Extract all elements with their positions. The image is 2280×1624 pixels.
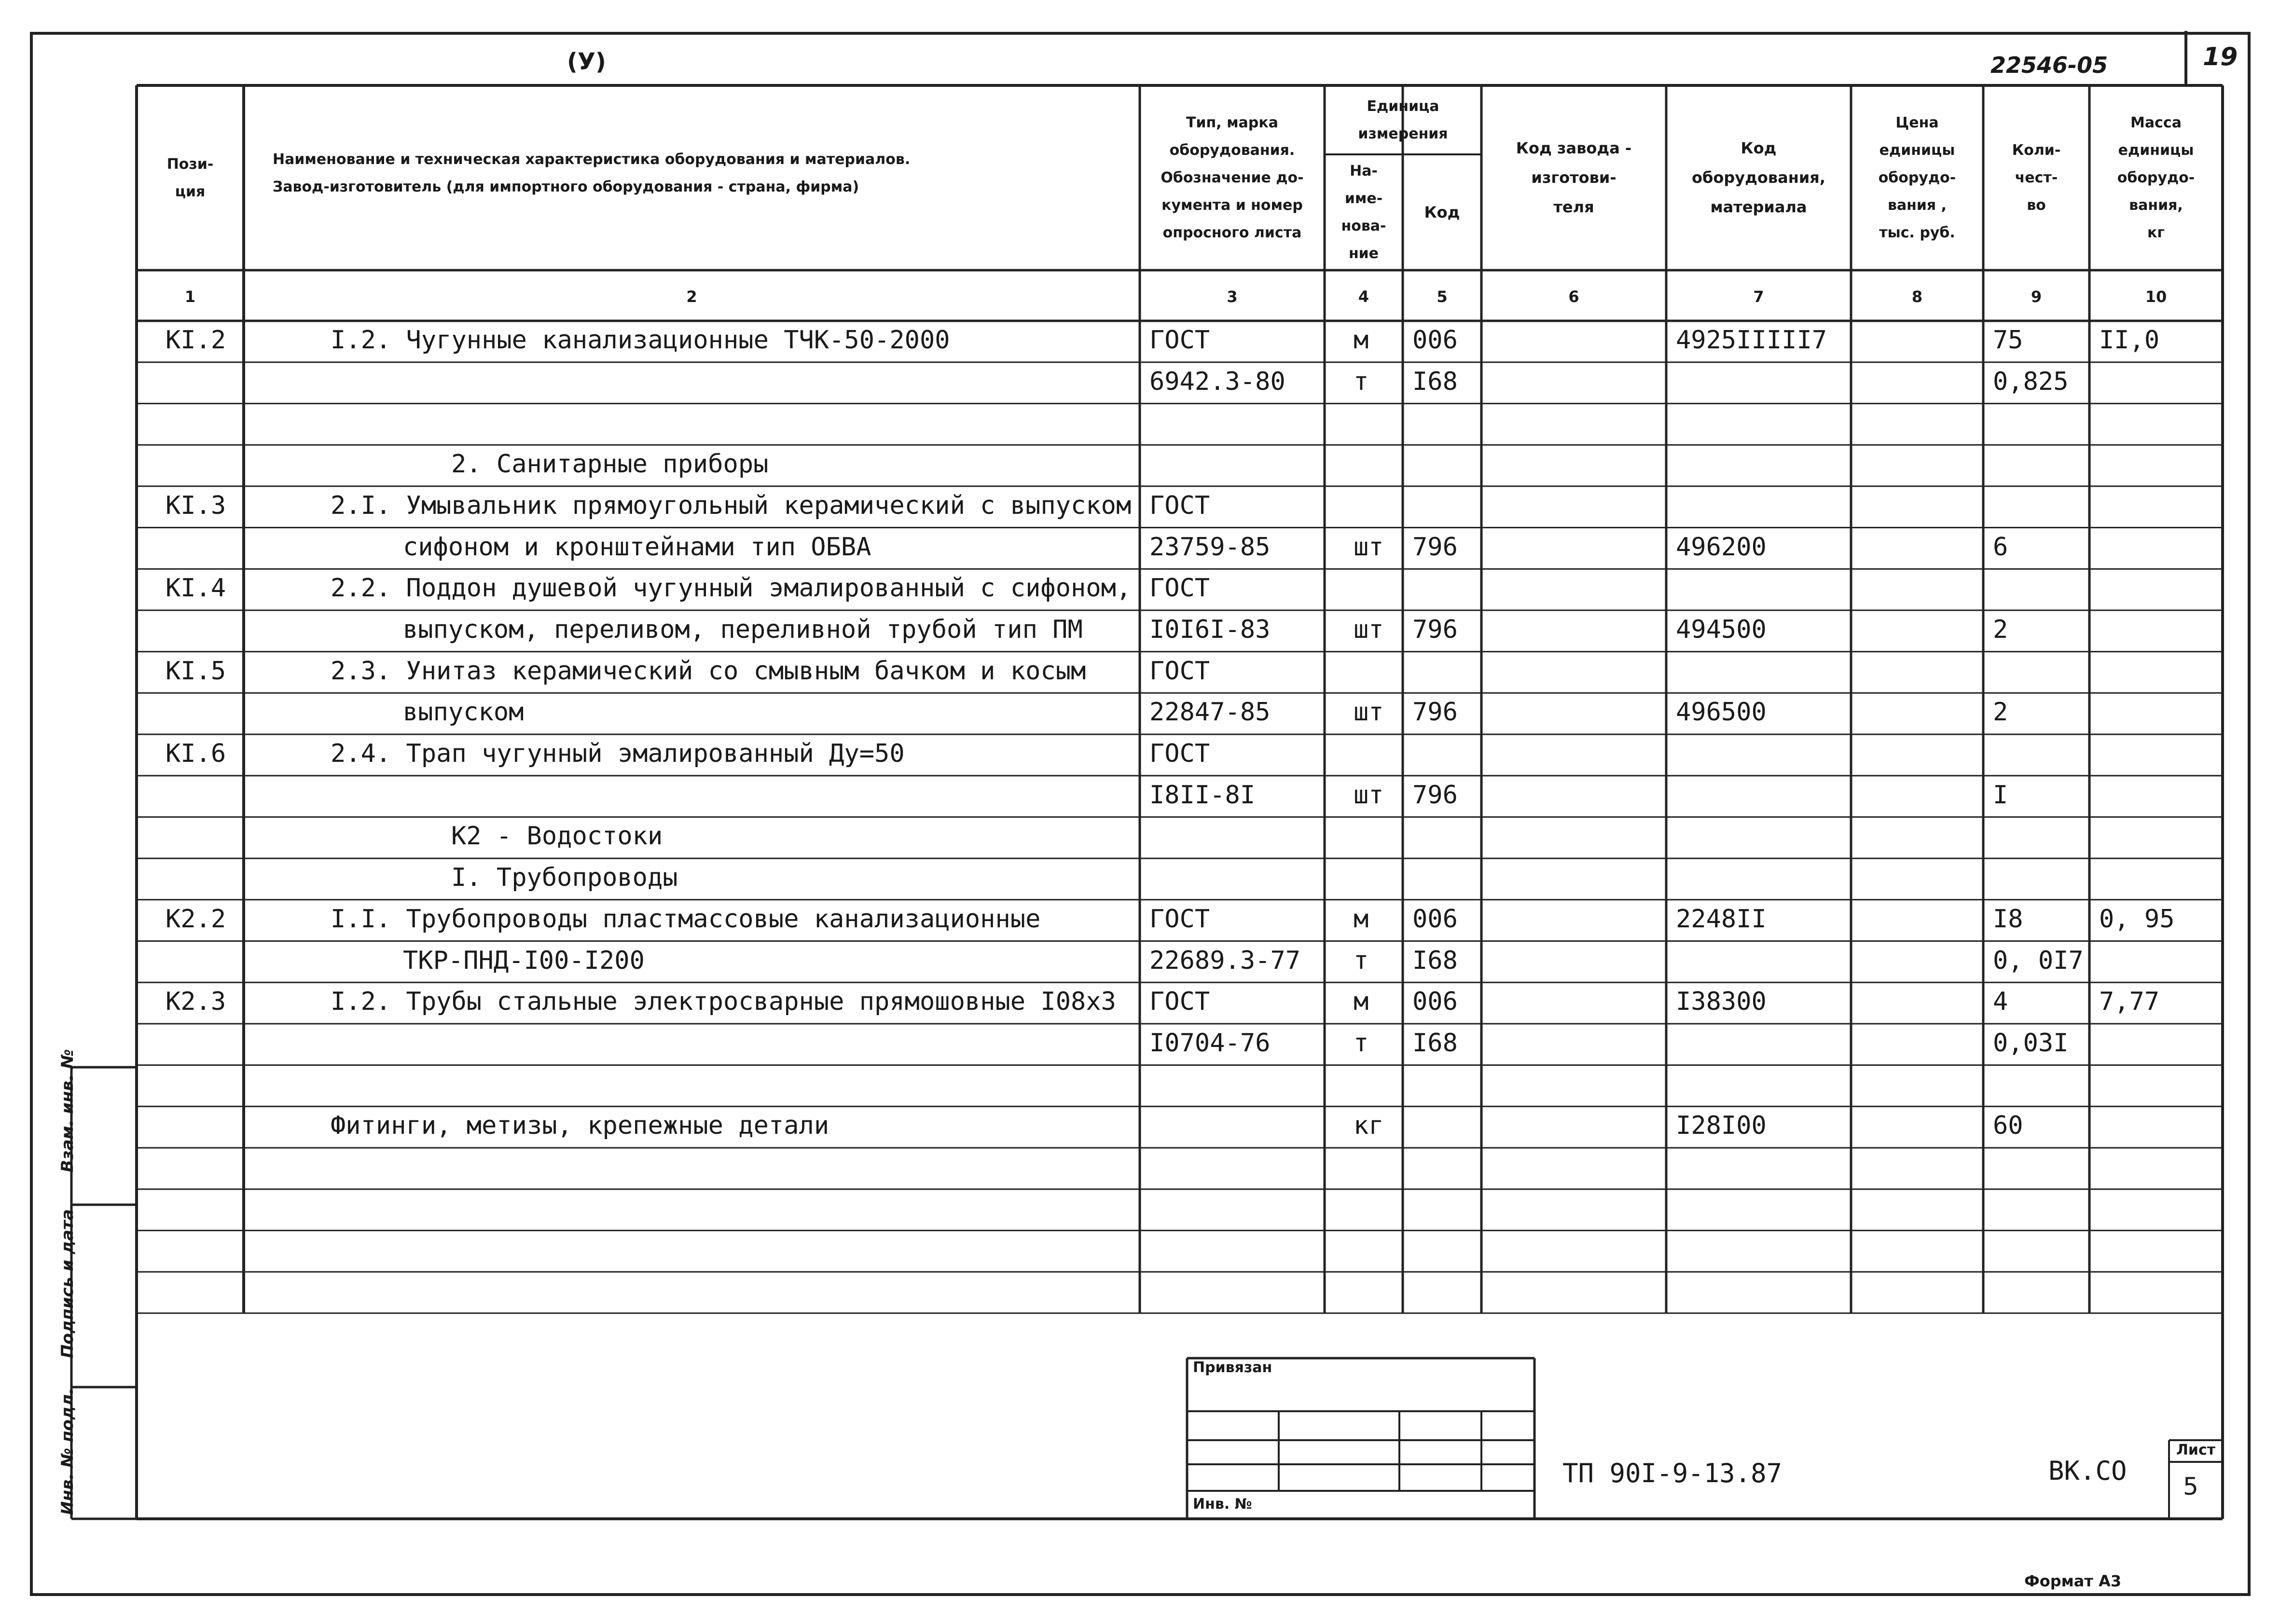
table-cell: выпуском [403, 698, 524, 727]
table-cell: 2248II [1676, 904, 1767, 934]
table-cell: 796 [1412, 698, 1458, 727]
side-label-inv-podl: Инв. № подл. [58, 1388, 77, 1515]
table-cell: I8II-8I [1149, 780, 1256, 810]
table-cell: 0,825 [1993, 367, 2069, 396]
table-cell: 006 [1412, 987, 1458, 1017]
table-cell: 006 [1412, 904, 1458, 934]
table-cell: 496200 [1676, 532, 1767, 562]
table-cell: ГОСТ [1149, 326, 1210, 355]
table-cell: Фитинги, метизы, крепежные детали [331, 1111, 829, 1141]
table-cell: К2 - Водостоки [451, 822, 663, 851]
table-cell: KI.2 [166, 326, 226, 355]
page-number: 19 [2203, 42, 2238, 71]
header-c3: Тип, марка оборудования. Обозначение до- кумента и номер опросного листа [1161, 114, 1304, 241]
table-cell: т [1354, 946, 1369, 975]
column-number: 4 [1358, 288, 1369, 306]
header-c6: Код завода - изготови- теля [1516, 139, 1632, 216]
table-cell: выпуском, переливом, переливной трубой тип ПМ [403, 615, 1083, 644]
side-label-vzam: Взам. инв. № [58, 1049, 77, 1172]
table-cell: 7,77 [2099, 987, 2160, 1017]
top-mark: (У) [567, 48, 606, 75]
table-cell: 2.3. Унитаз керамический со смывным бачком и косым [331, 656, 1086, 686]
table-cell: т [1354, 1028, 1369, 1058]
table-cell: кг [1354, 1111, 1384, 1141]
header-c45: Единица измерения [1358, 97, 1448, 142]
table-cell: I8 [1993, 904, 2023, 934]
table-cell: шт [1354, 532, 1384, 562]
header-c1: Пози- ция [166, 155, 214, 200]
stamp-sheet-no: 5 [2183, 1473, 2198, 1500]
stamp-section: ВК.СО [2048, 1456, 2127, 1486]
header-c4: На- име- нова- ние [1341, 163, 1386, 262]
table-cell: м [1354, 987, 1369, 1017]
table-cell: т [1354, 367, 1369, 396]
stamp-designation: ТП 90I-9-13.87 [1562, 1458, 1783, 1488]
table-cell: м [1354, 904, 1369, 934]
table-cell: I.2. Чугунные канализационные ТЧК-50-2000 [331, 326, 950, 355]
table-cell: шт [1354, 698, 1384, 727]
doc-number: 22546-05 [1990, 52, 2108, 78]
table-cell: 2.2. Поддон душевой чугунный эмалированный с сифоном, [331, 574, 1132, 603]
table-cell: 0,03I [1993, 1028, 2069, 1058]
table-cell: I0I6I-83 [1149, 615, 1271, 644]
header-c8: Цена единицы оборудо- вания , тыс. руб. [1878, 114, 1956, 241]
table-cell: K2.2 [166, 904, 226, 934]
table-cell: K2.3 [166, 987, 226, 1017]
table-cell: 22689.3-77 [1149, 946, 1301, 975]
table-cell: 2.4. Трап чугунный эмалированный Ду=50 [331, 739, 905, 768]
table-cell: I [1993, 780, 2008, 810]
table-cell: ГОСТ [1149, 491, 1210, 520]
table-cell: I38300 [1676, 987, 1767, 1017]
table-cell: KI.5 [166, 656, 226, 686]
header-c2: Наименование и техническая характеристика оборудования и материалов. Завод-изготовитель (для импортного оборудования - страна, фирма) [273, 151, 911, 195]
table-cell: I.I. Трубопроводы пластмассовые канализационные [331, 904, 1041, 934]
table-cell: 2 [1993, 698, 2008, 727]
column-number: 8 [1911, 288, 1923, 306]
stamp-inv-no: Инв. № [1193, 1496, 1252, 1513]
format-label: Формат А3 [2024, 1572, 2122, 1590]
side-label-podpis: Подпись и дата [58, 1209, 77, 1358]
table-cell: 796 [1412, 780, 1458, 810]
column-number: 10 [2145, 288, 2167, 306]
table-cell: 006 [1412, 326, 1458, 355]
table-cell: I0704-76 [1149, 1028, 1271, 1058]
table-cell: 22847-85 [1149, 698, 1271, 727]
stamp-sheet-label: Лист [2176, 1442, 2216, 1459]
column-number: 3 [1227, 288, 1238, 306]
table-cell: 2 [1993, 615, 2008, 644]
table-cell: 2. Санитарные приборы [451, 450, 769, 479]
table-cell: ТКР-ПНД-I00-I200 [403, 946, 645, 975]
column-number: 1 [184, 288, 196, 306]
column-number: 7 [1753, 288, 1764, 306]
table-cell: 796 [1412, 615, 1458, 644]
table-cell: 496500 [1676, 698, 1767, 727]
column-number: 2 [686, 288, 697, 306]
column-number: 6 [1568, 288, 1579, 306]
stamp-privyazan: Привязан [1193, 1359, 1272, 1376]
table-cell: 796 [1412, 532, 1458, 562]
table-cell: 23759-85 [1149, 532, 1271, 562]
table-cell: 4 [1993, 987, 2008, 1017]
table-cell: 494500 [1676, 615, 1767, 644]
table-cell: ГОСТ [1149, 987, 1210, 1017]
table-cell: 6942.3-80 [1149, 367, 1285, 396]
table-cell: ГОСТ [1149, 739, 1210, 768]
table-cell: I.2. Трубы стальные электросварные прямошовные I08х3 [331, 987, 1116, 1017]
table-cell: I28I00 [1676, 1111, 1767, 1141]
table-cell: KI.3 [166, 491, 226, 520]
table-cell: сифоном и кронштейнами тип ОБВА [403, 532, 871, 562]
table-cell: 60 [1993, 1111, 2023, 1141]
table-cell: шт [1354, 780, 1384, 810]
table-cell: KI.6 [166, 739, 226, 768]
table-cell: 75 [1993, 326, 2023, 355]
table-cell: 2.I. Умывальник прямоугольный керамический с выпуском [331, 491, 1132, 520]
table-cell: II,0 [2099, 326, 2160, 355]
table-cell: I68 [1412, 1028, 1458, 1058]
header-c7: Код оборудования, материала [1692, 139, 1825, 216]
table-cell: I. Трубопроводы [451, 863, 678, 893]
table-cell: I68 [1412, 367, 1458, 396]
table-cell: 6 [1993, 532, 2008, 562]
column-number: 9 [2031, 288, 2042, 306]
table-cell: ГОСТ [1149, 904, 1210, 934]
table-cell: 4925IIIII7 [1676, 326, 1827, 355]
header-c10: Масса единицы оборудо- вания, кг [2117, 114, 2195, 241]
table-cell: KI.4 [166, 574, 226, 603]
column-number: 5 [1437, 288, 1448, 306]
header-c9: Коли- чест- во [2012, 142, 2061, 214]
table-cell: м [1354, 326, 1369, 355]
table-cell: шт [1354, 615, 1384, 644]
table-cell: I68 [1412, 946, 1458, 975]
table-cell: ГОСТ [1149, 574, 1210, 603]
header-c5: Код [1424, 203, 1460, 221]
table-cell: 0, 0I7 [1993, 946, 2084, 975]
table-cell: ГОСТ [1149, 656, 1210, 686]
table-cell: 0, 95 [2099, 904, 2175, 934]
